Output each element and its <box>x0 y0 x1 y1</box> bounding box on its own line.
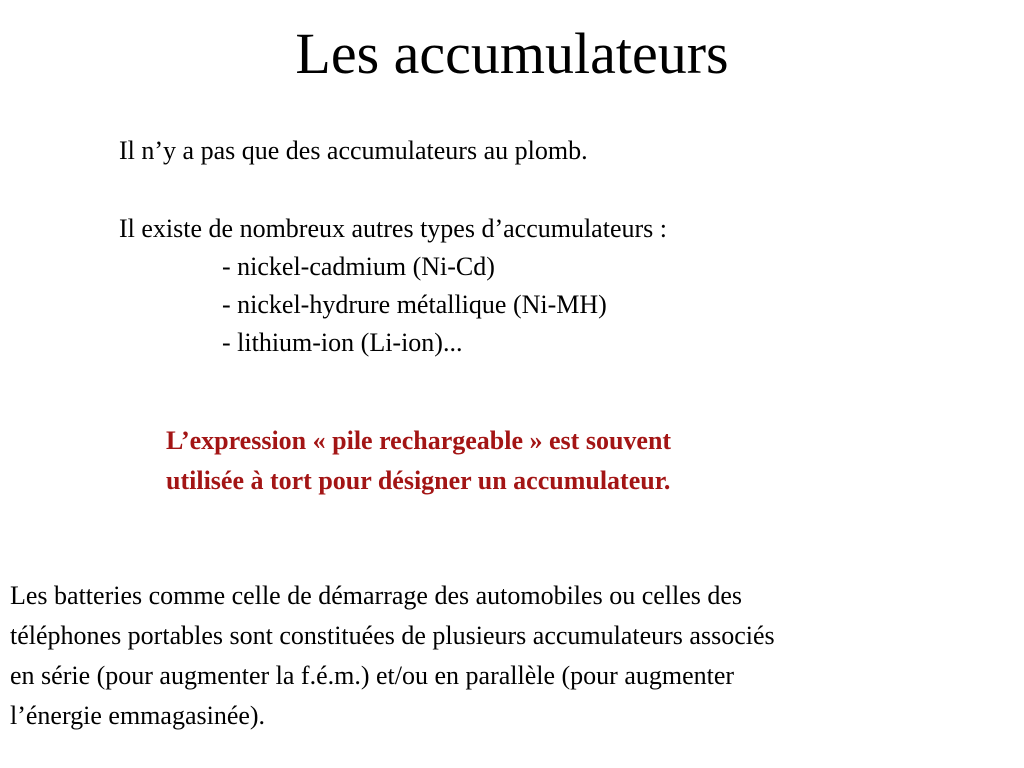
type-item-nimh: - nickel-hydrure métallique (Ni-MH) <box>222 290 607 319</box>
type-item-nicd: - nickel-cadmium (Ni-Cd) <box>222 252 495 281</box>
paragraph-line-2: téléphones portables sont constituées de plusieurs accumulateurs associés <box>10 621 775 650</box>
note-line-1: L’expression « pile rechargeable » est souvent <box>166 426 672 455</box>
accumulator-types <box>119 210 667 362</box>
paragraph-line-1: Les batteries comme celle de démarrage des automobiles ou celles des <box>10 581 743 610</box>
note-line-2: utilisée à tort pour désigner un accumulateur. <box>166 466 671 495</box>
intro-text: Il n’y a pas que des accumulateurs au plomb. <box>119 136 588 165</box>
types-list <box>119 248 667 362</box>
batteries-paragraph <box>10 576 1022 736</box>
paragraph-line-3: en série (pour augmenter la f.é.m.) et/ou en parallèle (pour augmenter <box>10 661 735 690</box>
type-item-li-ion: - lithium-ion (Li-ion)... <box>222 328 463 357</box>
highlight-note <box>166 421 866 501</box>
types-heading: Il existe de nombreux autres types d’accumulateurs : <box>119 214 667 243</box>
slide-title: Les accumulateurs <box>295 21 729 86</box>
paragraph-line-4: l’énergie emmagasinée). <box>10 701 266 730</box>
